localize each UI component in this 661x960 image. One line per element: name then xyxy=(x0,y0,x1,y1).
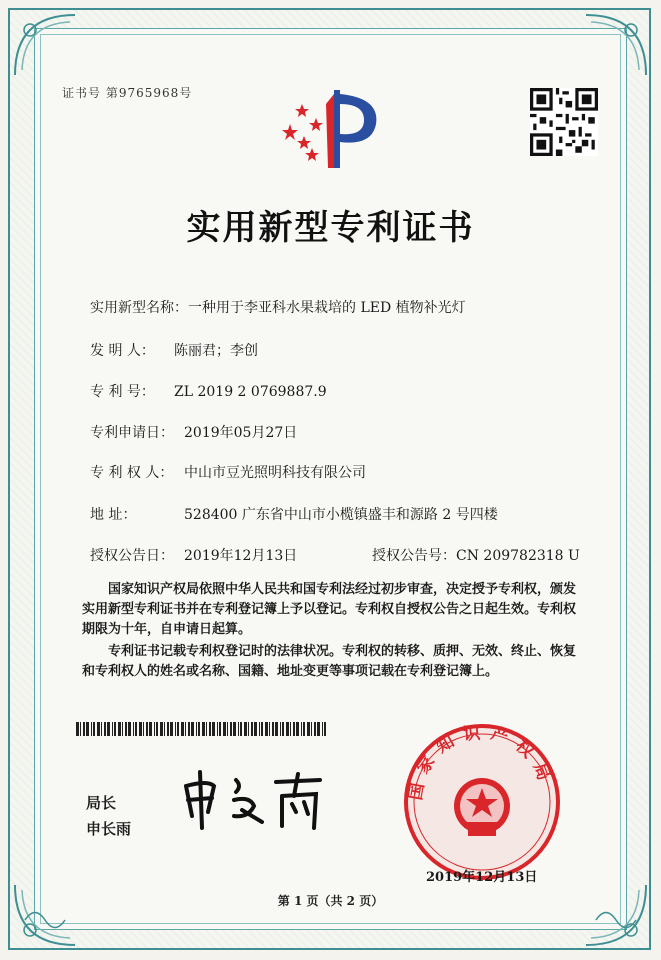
seal-date: 2019年12月13日 xyxy=(426,870,538,885)
filing-date-label: 专利申请日： xyxy=(90,425,174,441)
patent-number-row xyxy=(90,381,327,401)
handwritten-signature xyxy=(178,766,328,836)
address-label: 地 址： xyxy=(90,507,137,523)
corner-ornament-bottom-left xyxy=(10,880,80,950)
legal-paragraph-2: 专利证书记载专利权登记时的法律状况。专利权的转移、质押、无效、终止、恢复和专利权人的姓名或名称、国籍、地址变更等事项记载在专利登记簿上。 xyxy=(82,644,577,679)
grant-date-value: 2019年12月13日 xyxy=(184,548,298,564)
corner-ornament-top-left xyxy=(10,10,80,80)
address-row xyxy=(90,504,498,524)
grant-number-value: CN 209782318 U xyxy=(456,548,580,564)
inventor-row xyxy=(90,340,258,360)
grant-date-row xyxy=(90,545,297,565)
patentee-label: 专 利 权 人： xyxy=(90,465,174,481)
grant-number-label: 授权公告号： xyxy=(372,548,456,564)
signatory-title: 局长 xyxy=(86,794,117,812)
certificate-title: 实用新型专利证书 xyxy=(186,208,475,248)
patent-number-value: ZL 2019 2 0769887.9 xyxy=(174,384,327,400)
seal-text: 国家知识产权局 xyxy=(405,722,557,802)
grant-date-label: 授权公告日： xyxy=(90,548,174,564)
legal-paragraph-1: 国家知识产权局依照中华人民共和国专利法经过初步审查，决定授予专利权，颁发实用新型专利证书并在专利登记簿上予以登记。专利权自授权公告之日起生效。专利权期限为十年，自申请日起算。 xyxy=(82,582,577,637)
filing-date-row xyxy=(90,422,297,442)
official-seal xyxy=(402,722,562,882)
corner-ornament-top-right xyxy=(581,10,651,80)
inventor-label: 发 明 人： xyxy=(90,343,155,359)
grant-number-row xyxy=(372,545,580,565)
patentee-value: 中山市豆光照明科技有限公司 xyxy=(184,465,366,481)
barcode xyxy=(76,722,331,736)
address-value: 528400 广东省中山市小榄镇盛丰和源路 2 号四楼 xyxy=(184,507,498,523)
certificate-number: 证书号 第9765968号 xyxy=(62,86,193,100)
filing-date-value: 2019年05月27日 xyxy=(184,425,298,441)
corner-ornament-bottom-right xyxy=(581,880,651,950)
utility-model-name-value: 一种用于李亚科水果栽培的 LED 植物补光灯 xyxy=(188,300,466,316)
patentee-row xyxy=(90,462,366,482)
patent-number-label: 专 利 号： xyxy=(90,384,155,400)
utility-model-name-label: 实用新型名称： xyxy=(90,300,188,316)
qr-code xyxy=(530,88,598,156)
inventor-value: 陈丽君；李创 xyxy=(174,343,258,359)
page-number: 第 1 页（共 2 页） xyxy=(277,894,384,908)
utility-model-name-row xyxy=(90,297,466,317)
signatory-name: 申长雨 xyxy=(86,820,132,838)
cnipa-logo-icon xyxy=(276,84,386,174)
